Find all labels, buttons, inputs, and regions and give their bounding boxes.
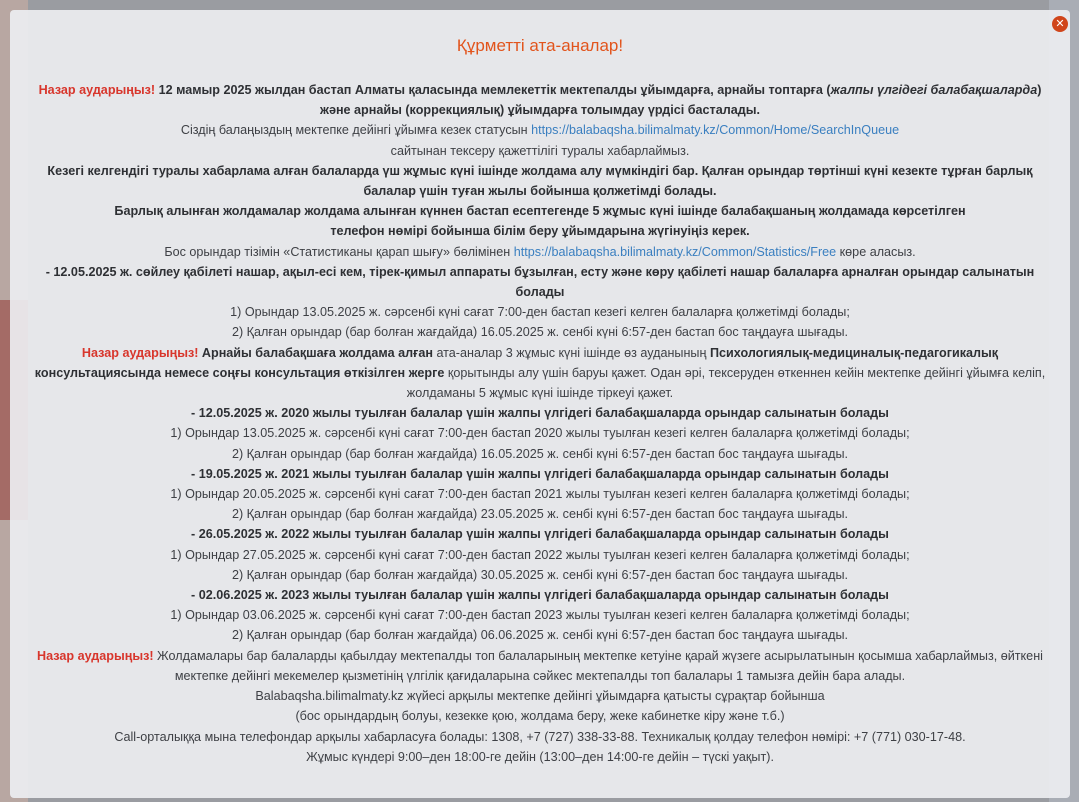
statistics-link[interactable]: https://balabaqsha.bilimalmaty.kz/Common/Statistics/Free xyxy=(513,244,837,259)
working-hours: Жұмыс күндері 9:00–ден 18:00-ге дейін (13:00–ден 14:00-ге дейін – түскі уақыт). xyxy=(306,749,774,764)
group-heading: - 02.06.2025 ж. 2023 жылы туылған балалар үшін жалпы үлгідегі балабақшаларда орындар салынатын болады xyxy=(191,588,889,603)
notice-paragraph-4: Барлық алынған жолдамалар жолдама алынған күннен бастап есептегенде 5 жұмыс күні ішінде балабақшаның жолдамада көрсетілген телефон нөмірі бойынша білім беру ұйымдарына жүгінуіңіз керек. xyxy=(114,204,966,239)
group-line-2: 2) Қалған орындар (бар болған жағдайда) 23.05.2025 ж. сенбі күні 6:57-ден бастап бос таңдауға шығады. xyxy=(231,507,849,522)
special-places-line-2: 2) Қалған орындар (бар болған жағдайда) 16.05.2025 ж. сенбі күні 6:57-ден бастап бос таңдауға шығады. xyxy=(231,325,849,340)
group-line-2: 2) Қалған орындар (бар болған жағдайда) 30.05.2025 ж. сенбі күні 6:57-ден бастап бос таңдауға шығады. xyxy=(231,567,849,582)
notice-paragraph-2: Сіздің балаңыздың мектепке дейінгі ұйымға кезек статусын https://balabaqsha.bilimalmaty.kz/Common/Home/SearchInQueue сайтынан тексеру қажеттілігі туралы хабарлаймыз. xyxy=(180,123,900,158)
group-line-1: 1) Орындар 20.05.2025 ж. сәрсенбі күні сағат 7:00-ден бастап 2021 жылы туылған кезегі келген балаларға қолжетімді болады; xyxy=(170,487,910,502)
group-line-2: 2) Қалған орындар (бар болған жағдайда) 06.06.2025 ж. сенбі күні 6:57-ден бастап бос таңдауға шығады. xyxy=(231,628,849,643)
notice-paragraph-3: Кезегі келгендігі туралы хабарлама алған балаларда үш жұмыс күні ішінде жолдама алу мүмкіндігі бар. Қалған орындар төртінші күні кезекте тұрған барлық балалар үшін туған жылы бойынша қолжетімді болады. xyxy=(47,163,1033,199)
notice-paragraph-5: Бос орындар тізімін «Статистиканы қарап шығу» бөлімінен https://balabaqsha.bilimalmaty.kz/Common/Statistics/Free көре аласыз. xyxy=(164,244,916,259)
special-places-line-1: 1) Орындар 13.05.2025 ж. сәрсенбі күні сағат 7:00-ден бастап кезегі келген балаларға қолжетімді болады; xyxy=(230,305,850,320)
modal-content xyxy=(24,80,1056,767)
group-heading: - 26.05.2025 ж. 2022 жылы туылған балалар үшін жалпы үлгідегі балабақшаларда орындар салынатын болады xyxy=(191,527,889,542)
group-line-2: 2) Қалған орындар (бар болған жағдайда) 16.05.2025 ж. сенбі күні 6:57-ден бастап бос таңдауға шығады. xyxy=(231,446,849,461)
notice-paragraph-8: Назар аударыңыз! Жолдамалары бар балаларды қабылдау мектепалды топ балаларының мектепке кетуіне қарай жүзеге асырылатынын қосымша хабарлаймыз, өйткені мектепке дейінгі мекемелер қызметінің үлгілік қағидаларына сәйкес мектепалды топ балалары 1 тамызға дейін бара алады. xyxy=(37,648,1043,683)
group-heading: - 19.05.2025 ж. 2021 жылы туылған балалар үшін жалпы үлгідегі балабақшаларда орындар салынатын болады xyxy=(191,466,889,481)
group-line-1: 1) Орындар 13.05.2025 ж. сәрсенбі күні сағат 7:00-ден бастап 2020 жылы туылған кезегі келген балаларға қолжетімді болады; xyxy=(170,426,910,441)
notice-paragraph-7: Назар аударыңыз! Арнайы балабақшаға жолдама алған ата-аналар 3 жұмыс күні ішінде өз ауданының Психологиялық-медициналық-педагогикалық консультациясында немесе соңғы консультация өткізілген жерге қорытынды алу үшін баруы қажет. Одан әрі, тексеруден өткеннен кейін мектепке дейінгі ұйымға келіп, жолдаманы 5 жұмыс күні ішінде тіркеуі қажет. xyxy=(34,345,1046,401)
attention-label: Назар аударыңыз! xyxy=(38,83,156,97)
callcenter-phones: Call-орталыққа мына телефондар арқылы хабарласуға болады: 1308, +7 (727) 338-33-88. Техникалық қолдау телефон нөмірі: +7 (771) 030-17-48. xyxy=(114,729,966,744)
search-queue-link[interactable]: https://balabaqsha.bilimalmaty.kz/Common/Home/SearchInQueue xyxy=(531,123,900,138)
modal-title: Құрметті ата-аналар! xyxy=(456,36,624,55)
attention-label: Назар аударыңыз! xyxy=(37,648,154,663)
announcement-modal xyxy=(10,10,1070,798)
group-heading: - 12.05.2025 ж. 2020 жылы туылған балалар үшін жалпы үлгідегі балабақшаларда орындар салынатын болады xyxy=(191,406,889,421)
group-line-1: 1) Орындар 27.05.2025 ж. сәрсенбі күні сағат 7:00-ден бастап 2022 жылы туылған кезегі келген балаларға қолжетімді болады; xyxy=(170,547,910,562)
group-line-1: 1) Орындар 03.06.2025 ж. сәрсенбі күні сағат 7:00-ден бастап 2023 жылы туылған кезегі келген балаларға қолжетімді болады; xyxy=(170,608,910,623)
notice-paragraph-9: Balabaqsha.bilimalmaty.kz жүйесі арқылы мектепке дейінгі ұйымдарға қатысты сұрақтар бойынша (бос орындардың болуы, кезекке қою, жолдама беру, жеке кабинетке кіру және т.б.) xyxy=(255,689,825,724)
attention-label: Назар аударыңыз! xyxy=(81,345,199,360)
special-places-heading: - 12.05.2025 ж. сөйлеу қабілеті нашар, ақыл-есі кем, тірек-қимыл аппараты бұзылған, есту және көру қабілеті нашар балаларға арналған орындар салынатын болады xyxy=(45,264,1035,300)
close-icon[interactable]: ✕ xyxy=(1052,16,1068,32)
notice-paragraph-1: Назар аударыңыз! 12 мамыр 2025 жылдан бастап Алматы қаласында мемлекеттік мектепалды ұйымдарға, арнайы топтарға (жалпы үлгідегі балабақшаларда) және арнайы (коррекциялық) ұйымдарға толымдау үрдісі басталады. xyxy=(38,83,1042,118)
